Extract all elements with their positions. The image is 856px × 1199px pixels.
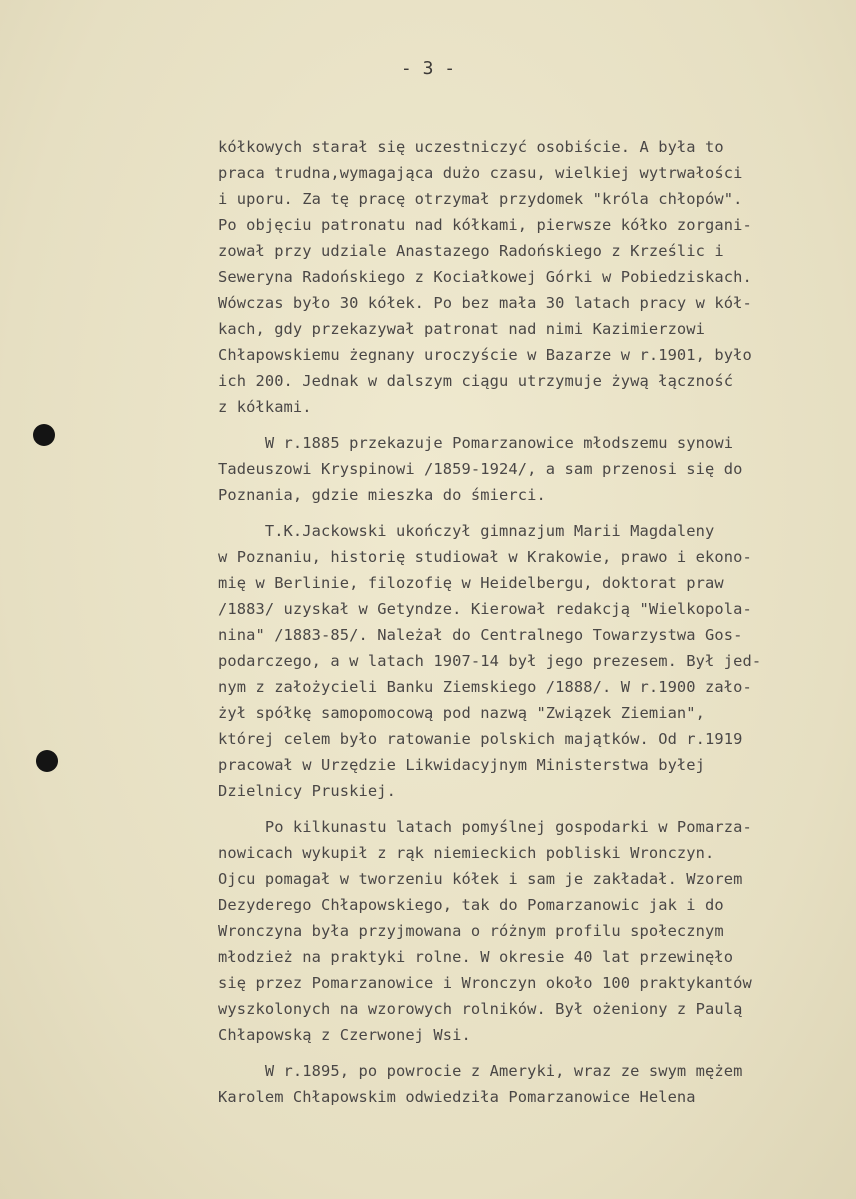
text-line: żył spółkę samopomocową pod nazwą "Związek Ziemian",	[218, 704, 706, 722]
text-line: /1883/ uzyskał w Getyndze. Kierował redakcją "Wielkopola-	[218, 600, 752, 618]
page-number: - 3 -	[400, 58, 456, 79]
text-line: podarczego, a w latach 1907-14 był jego prezesem. Był jed-	[218, 652, 762, 670]
text-line: nym z założycieli Banku Ziemskiego /1888/. W r.1900 zało-	[218, 678, 752, 696]
text-line: pracował w Urzędzie Likwidacyjnym Ministerstwa byłej	[218, 756, 706, 774]
text-line: zował przy udziale Anastazego Radońskiego z Krześlic i	[218, 242, 724, 260]
text-line: Chłapowskiemu żegnany uroczyście w Bazarze w r.1901, było	[218, 346, 752, 364]
text-line: Wówczas było 30 kółek. Po bez mała 30 latach pracy w kół-	[218, 294, 752, 312]
text-line: w Poznaniu, historię studiował w Krakowie, prawo i ekono-	[218, 548, 752, 566]
paragraph-5	[218, 1058, 838, 1110]
text-line: T.K.Jackowski ukończył gimnazjum Marii Magdaleny	[218, 522, 715, 540]
paragraph-4	[218, 814, 838, 1048]
document-body	[218, 134, 838, 1110]
text-line: W r.1885 przekazuje Pomarzanowice młodszemu synowi	[218, 434, 734, 452]
text-line: nina" /1883-85/. Należał do Centralnego Towarzystwa Gos-	[218, 626, 743, 644]
paragraph-3	[218, 518, 838, 804]
text-line: Ojcu pomagał w tworzeniu kółek i sam je zakładał. Wzorem	[218, 870, 743, 888]
text-line: się przez Pomarzanowice i Wronczyn około 100 praktykantów	[218, 974, 752, 992]
text-line: i uporu. Za tę pracę otrzymał przydomek "króla chłopów".	[218, 190, 743, 208]
text-line: z kółkami.	[218, 398, 312, 416]
text-line: Dezyderego Chłapowskiego, tak do Pomarzanowic jak i do	[218, 896, 724, 914]
text-line: ich 200. Jednak w dalszym ciągu utrzymuje żywą łączność	[218, 372, 734, 390]
text-line: W r.1895, po powrocie z Ameryki, wraz ze swym mężem	[218, 1062, 743, 1080]
text-line: nowicach wykupił z rąk niemieckich pobliski Wronczyn.	[218, 844, 715, 862]
text-line: młodzież na praktyki rolne. W okresie 40 lat przewinęło	[218, 948, 734, 966]
text-line: Seweryna Radońskiego z Kociałkowej Górki w Pobiedziskach.	[218, 268, 752, 286]
paragraph-1	[218, 134, 838, 420]
text-line: mię w Berlinie, filozofię w Heidelbergu, doktorat praw	[218, 574, 724, 592]
paragraph-2	[218, 430, 838, 508]
text-line: Poznania, gdzie mieszka do śmierci.	[218, 486, 546, 504]
text-line: kółkowych starał się uczestniczyć osobiście. A była to	[218, 138, 724, 156]
text-line: Po objęciu patronatu nad kółkami, pierwsze kółko zorgani-	[218, 216, 752, 234]
text-line: Karolem Chłapowskim odwiedziła Pomarzanowice Helena	[218, 1088, 696, 1106]
text-line: kach, gdy przekazywał patronat nad nimi Kazimierzowi	[218, 320, 706, 338]
punch-hole-bottom	[36, 750, 58, 772]
text-line: Po kilkunastu latach pomyślnej gospodarki w Pomarza-	[218, 818, 752, 836]
punch-hole-top	[33, 424, 55, 446]
text-line: Tadeuszowi Kryspinowi /1859-1924/, a sam przenosi się do	[218, 460, 743, 478]
text-line: Dzielnicy Pruskiej.	[218, 782, 396, 800]
text-line: praca trudna,wymagająca dużo czasu, wielkiej wytrwałości	[218, 164, 743, 182]
text-line: Chłapowską z Czerwonej Wsi.	[218, 1026, 471, 1044]
text-line: Wronczyna była przyjmowana o różnym profilu społecznym	[218, 922, 724, 940]
text-line: której celem było ratowanie polskich majątków. Od r.1919	[218, 730, 743, 748]
text-line: wyszkolonych na wzorowych rolników. Był ożeniony z Paulą	[218, 1000, 743, 1018]
